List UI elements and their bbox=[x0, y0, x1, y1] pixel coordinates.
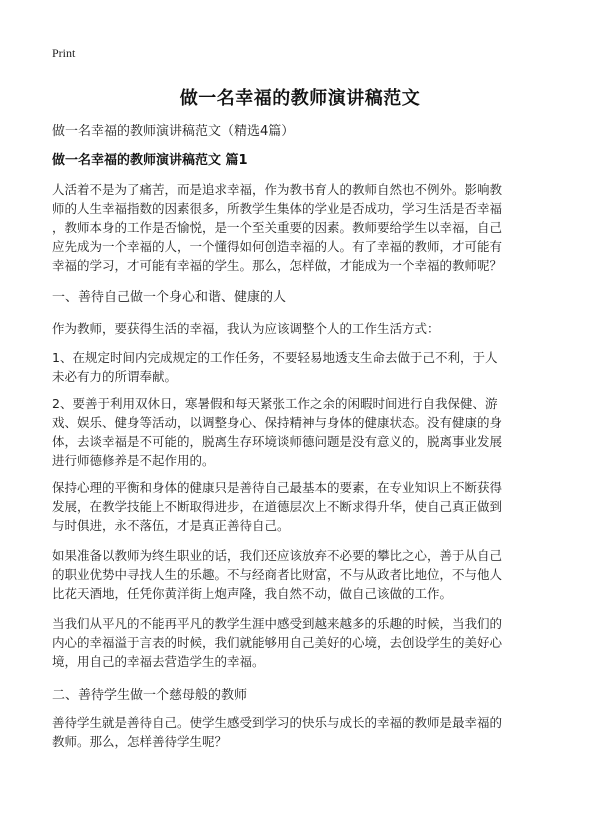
paragraph bbox=[52, 348, 552, 386]
document-subtitle: 做一名幸福的教师演讲稿范文（精选4篇） bbox=[52, 124, 295, 139]
paragraph-line: 保持心理的平衡和身体的健康只是善待自己最基本的要素，在专业知识上不断获得 bbox=[52, 480, 503, 495]
paragraph-line: 1、在规定时间内完成规定的工作任务，不要轻易地透支生命去做于己不利，于人 bbox=[52, 350, 498, 365]
paragraph-line: 发展，在教学技能上不断取得进步，在道德层次上不断求得升华，使自己真正做到 bbox=[52, 499, 503, 514]
paragraph bbox=[52, 713, 552, 751]
paragraph bbox=[52, 614, 552, 671]
paragraph-line: 2、要善于利用双休日，寒暑假和每天紧张工作之余的闲暇时间进行自我保健、游 bbox=[52, 396, 498, 411]
paragraph-line: 师的人生幸福指数的因素很多，所教学生集体的学业是否成功，学习生活是否幸福 bbox=[52, 201, 503, 216]
paragraph-line: 当我们从平凡的不能再平凡的教学生涯中感受到越来越多的乐趣的时候，当我们的 bbox=[52, 616, 503, 631]
paragraph-line: 人活着不是为了痛苦，而是追求幸福，作为教书育人的教师自然也不例外。影响教 bbox=[52, 182, 503, 197]
paragraph-line: 应先成为一个幸福的人，一个懂得如何创造幸福的人。有了幸福的教师，才可能有 bbox=[52, 239, 503, 254]
paragraph-line: 的职业优势中寻找人生的乐趣。不与经商者比财富，不与从政者比地位，不与他人 bbox=[52, 567, 503, 582]
paragraph-line: 作为教师，要获得生活的幸福，我认为应该调整个人的工作生活方式： bbox=[52, 321, 440, 336]
subsection-heading: 一、善待自己做一个身心和谐、健康的人 bbox=[52, 290, 287, 305]
paragraph-line: 未必有力的所谓奉献。 bbox=[52, 369, 178, 384]
paragraph-line: 戏、娱乐、健身等活动，以调整身心、保持精神与身体的健康状态。没有健康的身 bbox=[52, 415, 503, 430]
paragraph-line: 善待学生就是善待自己。使学生感受到学习的快乐与成长的幸福的教师是最幸福的 bbox=[52, 715, 503, 730]
paragraph-intro bbox=[52, 180, 552, 275]
paragraph-line: 比花天酒地，任凭你黄洋街上炮声隆，我自然不动，做自己该做的工作。 bbox=[52, 586, 453, 601]
paragraph bbox=[52, 478, 552, 535]
paragraph bbox=[52, 546, 552, 603]
paragraph-line: 进行师德修养是不起作用的。 bbox=[52, 453, 215, 468]
paragraph-line: 内心的幸福溢于言表的时候，我们就能够用自己美好的心境，去创设学生的美好心 bbox=[52, 635, 503, 650]
paragraph-line: 境，用自己的幸福去营造学生的幸福。 bbox=[52, 654, 265, 669]
document-title: 做一名幸福的教师演讲稿范文 bbox=[179, 88, 421, 109]
paragraph-line: 幸福的学习，才可能有幸福的学生。那么，怎样做，才能成为一个幸福的教师呢？ bbox=[52, 258, 503, 273]
paragraph-line: 如果准备以教师为终生职业的话，我们还应该放弃不必要的攀比之心，善于从自己 bbox=[52, 548, 503, 563]
paragraph bbox=[52, 319, 552, 338]
paragraph-line: 体，去谈幸福是不可能的，脱离生存环境谈师德问题是没有意义的，脱离事业发展 bbox=[52, 434, 503, 449]
paragraph-line: 与时俱进，永不落伍，才是真正善待自己。 bbox=[52, 518, 290, 533]
paragraph-line: ，教师本身的工作是否愉悦，是一个至关重要的因素。教师要给学生以幸福，自己 bbox=[52, 220, 503, 235]
subsection-heading: 二、善待学生做一个慈母般的教师 bbox=[52, 688, 248, 703]
paragraph bbox=[52, 394, 552, 470]
print-label: Print bbox=[52, 46, 76, 60]
paragraph-line: 教师。那么，怎样善待学生呢？ bbox=[52, 734, 228, 749]
section-heading: 做一名幸福的教师演讲稿范文 篇1 bbox=[52, 153, 248, 168]
